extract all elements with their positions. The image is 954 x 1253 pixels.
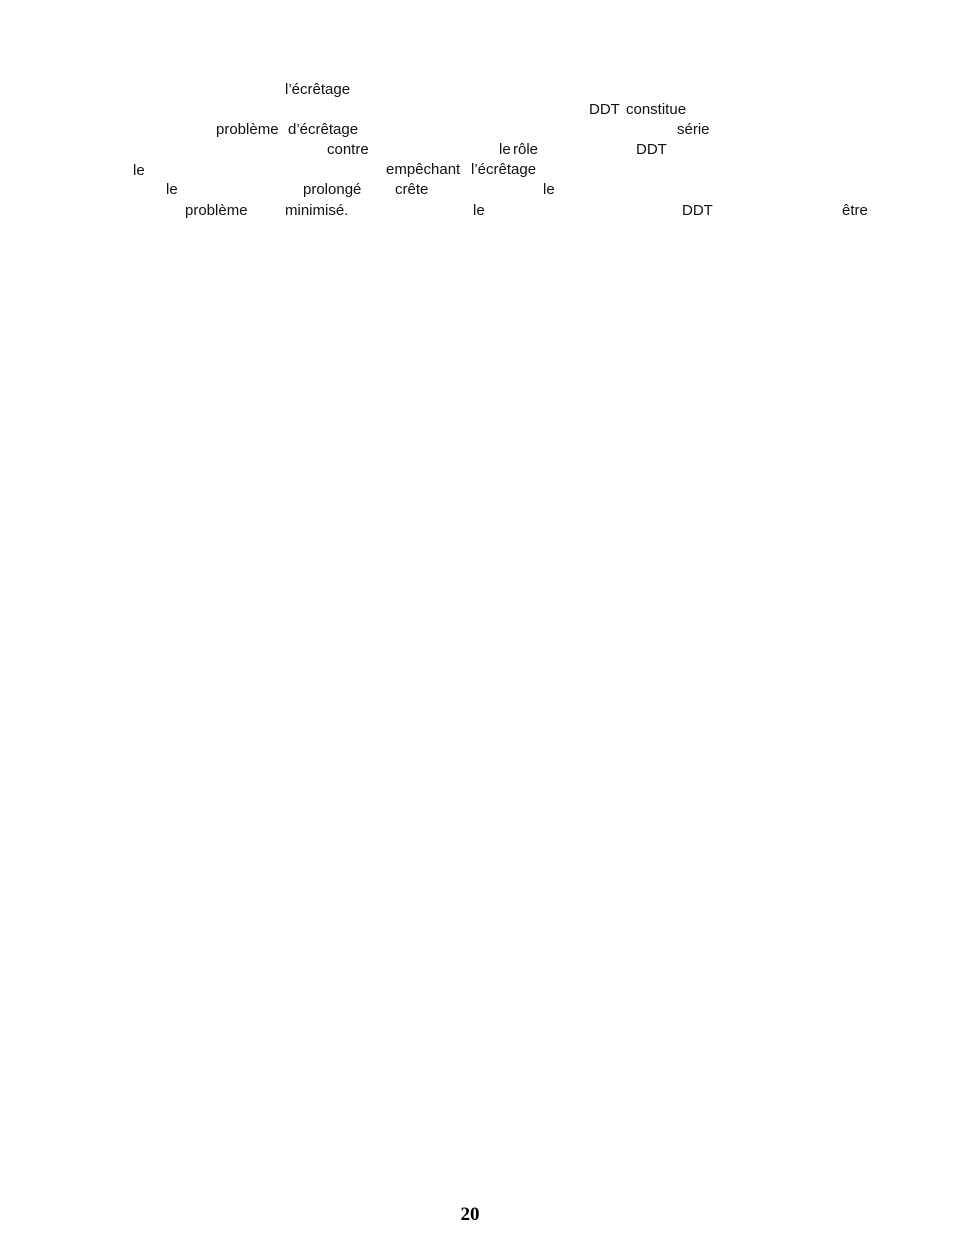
text-fragment: prolongé	[303, 181, 362, 198]
text-fragment: minimisé.	[285, 202, 349, 219]
text-fragment: contre	[327, 141, 369, 158]
text-fragment: être	[842, 202, 868, 219]
text-fragment: le	[166, 181, 178, 198]
text-fragment: rôle	[513, 141, 539, 158]
text-fragment: problème	[216, 121, 279, 138]
text-fragment: le	[543, 181, 555, 198]
text-fragment: DDT	[682, 202, 713, 219]
text-fragment: le	[473, 202, 485, 219]
text-fragment: l’écrêtage	[285, 81, 351, 98]
text-fragment: empêchant	[386, 161, 461, 178]
text-fragment: DDT	[636, 141, 667, 158]
page-number: 20	[460, 1204, 480, 1225]
text-fragment: le	[499, 141, 511, 158]
text-fragment: l’écrêtage	[471, 161, 537, 178]
text-fragment: problème	[185, 202, 248, 219]
text-fragment: le	[133, 162, 145, 179]
text-fragment: constitue	[626, 101, 687, 118]
text-fragment: DDT	[589, 101, 620, 118]
text-fragment: série	[677, 121, 710, 138]
text-fragment: crête	[395, 181, 429, 198]
text-fragment: d’écrêtage	[288, 121, 359, 138]
